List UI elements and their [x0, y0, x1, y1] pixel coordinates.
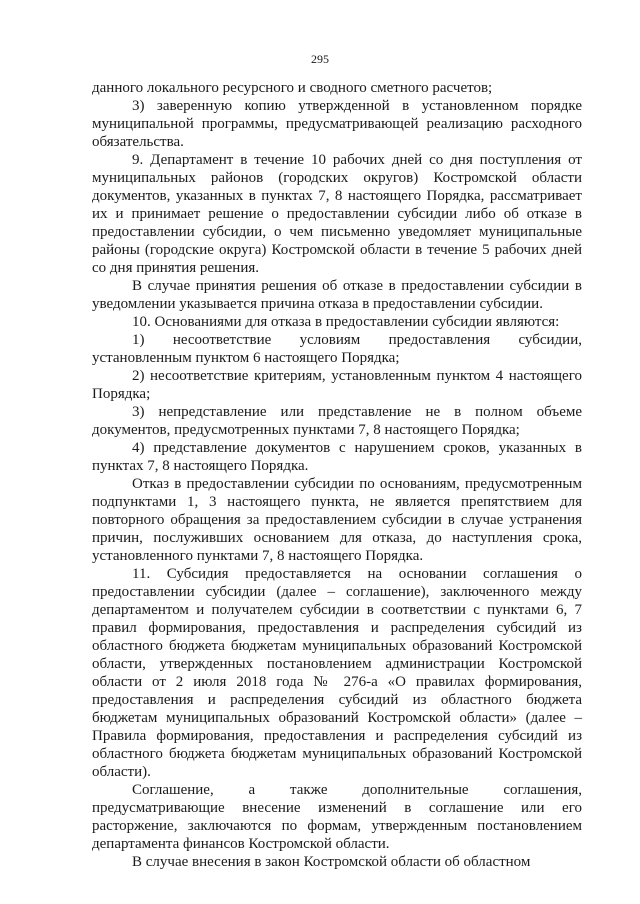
paragraph-refusal-reason-3: 3) непредставление или представление не в полном объеме документов, предусмотренных пунктами 7, 8 настоящего Порядка; [92, 404, 582, 438]
paragraph-law-amendment: В случае внесения в закон Костромской области об областном [132, 854, 531, 870]
paragraph-clause-10: 10. Основаниями для отказа в предоставлении субсидии являются: [132, 314, 560, 330]
paragraph-refusal-notice: В случае принятия решения об отказе в предоставлении субсидии в уведомлении указывается причина отказа в предоставлении субсидии. [92, 278, 582, 312]
paragraph-clause-9: 9. Департамент в течение 10 рабочих дней со дня поступления от муниципальных районов (городских округов) Костромской области документов, указанных в пунктах 7, 8 настоящего Порядка, рассматривает их и принимает решение о предоставлении субсидии либо об отказе в предоставлении субсидии, о чем письменно уведомляет муниципальные районы (городские округа) Костромской области в течение 5 рабочих дней со дня принятия решения. [92, 152, 582, 276]
paragraph-refusal-reason-1: 1) несоответствие условиям предоставления субсидии, установленным пунктом 6 настоящего Порядка; [92, 332, 582, 366]
paragraph-refusal-reason-4: 4) представление документов с нарушением сроков, указанных в пунктах 7, 8 настоящего Порядка. [92, 440, 582, 474]
paragraph-continuation: данного локального ресурсного и сводного сметного расчетов; [92, 80, 493, 96]
document-body [92, 79, 582, 871]
paragraph-refusal-reason-2: 2) несоответствие критериям, установленным пунктом 4 настоящего Порядка; [92, 368, 582, 402]
paragraph-item-3-program-copy: 3) заверенную копию утвержденной в установленном порядке муниципальной программы, предусматривающей реализацию расходного обязательства. [92, 98, 582, 150]
paragraph-clause-11: 11. Субсидия предоставляется на основании соглашения о предоставлении субсидии (далее – соглашение), заключенного между департаментом и получателем субсидии в соответствии с пунктами 6, 7 правил формирования, предоставления и распределения субсидий из областного бюджета бюджетам муниципальных образований Костромской области, утвержденных постановлением администрации Костромской области от 2 июля 2018 года № 276-а «О правилах формирования, предоставления и распределения субсидий из областного бюджета бюджетам муниципальных образований Костромской области» (далее – Правила формирования, предоставления и распределения субсидий из областного бюджета бюджетам муниципальных образований Костромской области). [92, 566, 582, 780]
paragraph-repeat-application: Отказ в предоставлении субсидии по основаниям, предусмотренным подпунктами 1, 3 настоящего пункта, не является препятствием для повторного обращения за предоставлением субсидии в случае устранения причин, послуживших основанием для отказа, до наступления срока, установленного пунктами 7, 8 настоящего Порядка. [92, 476, 582, 564]
page-number: 295 [311, 52, 329, 66]
paragraph-agreement-forms: Соглашение, а также дополнительные соглашения, предусматривающие внесение изменений в соглашение или его расторжение, заключаются по формам, утвержденным постановлением департамента финансов Костромской области. [92, 782, 582, 852]
